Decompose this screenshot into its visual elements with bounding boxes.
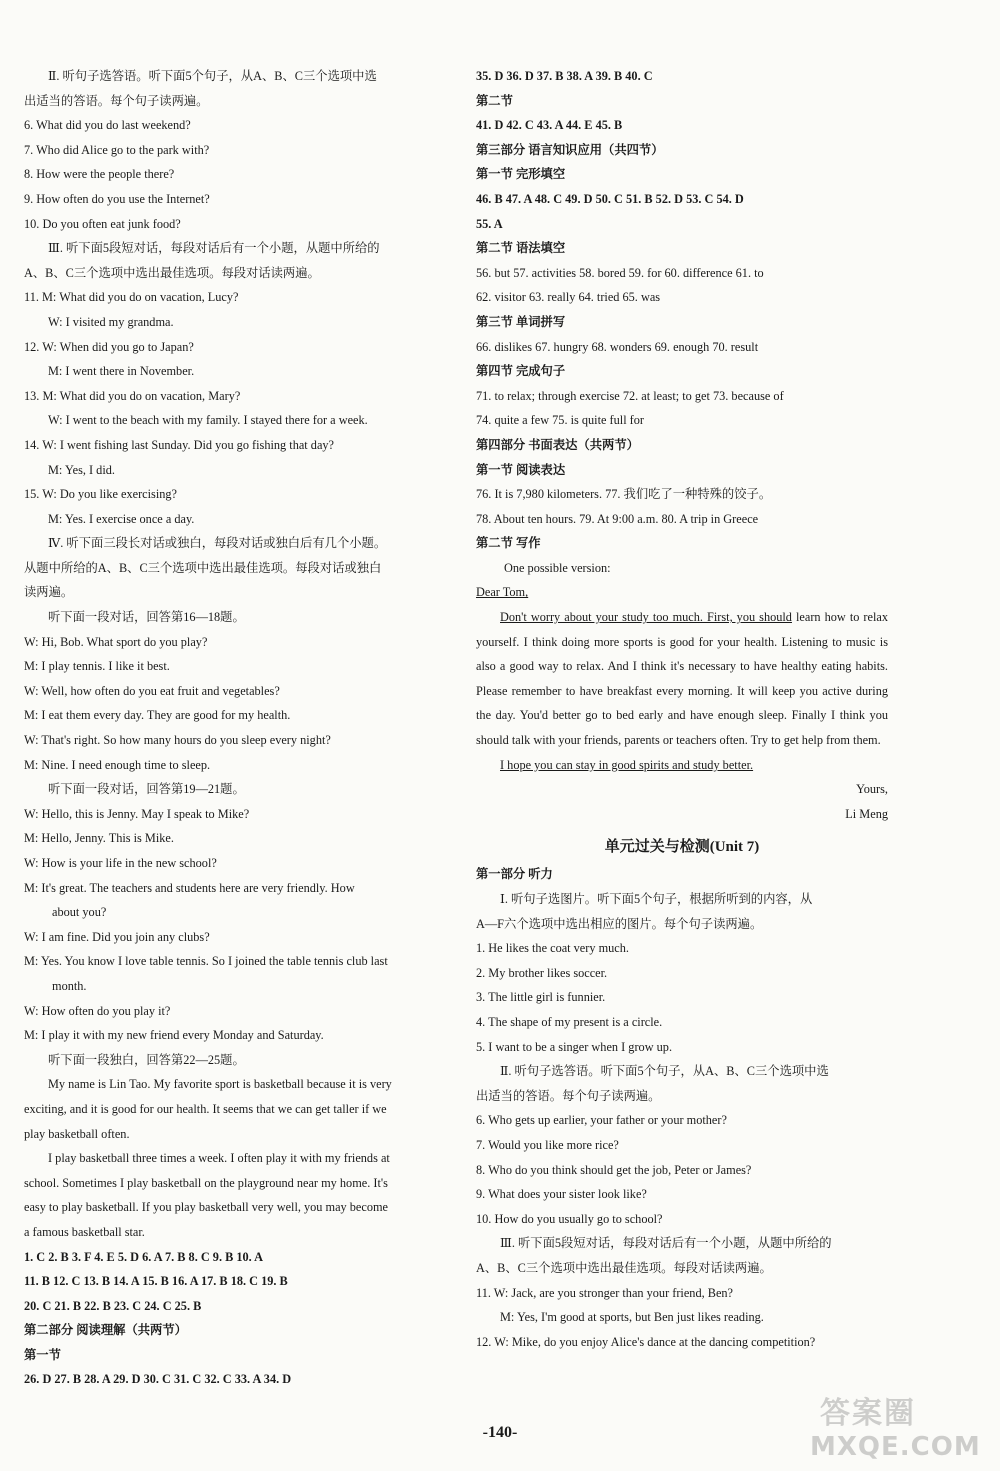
text-line: W: That's right. So how many hours do you sleep every night? xyxy=(24,733,331,748)
text-line: 71. to relax; through exercise 72. at least; to get 73. because of xyxy=(476,388,784,403)
text-line: W: Hi, Bob. What sport do you play? xyxy=(24,634,208,649)
text-line: M: Hello, Jenny. This is Mike. xyxy=(24,831,174,846)
text-line: 11. B 12. C 13. B 14. A 15. B 16. A 17. B 18. C 19. B xyxy=(24,1274,288,1289)
answer-key-section xyxy=(476,64,888,605)
text-line: Ⅱ. 听句子选答语。听下面5个句子，从A、B、C三个选项中选 xyxy=(500,1064,829,1079)
text-line: 第一节 阅读表达 xyxy=(476,462,566,477)
text-line: 46. B 47. A 48. C 49. D 50. C 51. B 52. D 53. C 54. D xyxy=(476,191,744,206)
text-line: 11. M: What did you do on vacation, Lucy? xyxy=(24,290,239,305)
text-line: school. Sometimes I play basketball on the playground near my home. It's xyxy=(24,1175,388,1190)
text-line: 听下面一段对话，回答第16—18题。 xyxy=(48,610,245,625)
text-line: 10. How do you usually go to school? xyxy=(476,1211,663,1226)
text-line: M: Yes. I exercise once a day. xyxy=(48,511,195,526)
letter-paragraph-2 xyxy=(476,753,888,778)
text-line: 读两遍。 xyxy=(24,585,74,600)
text-line: 出适当的答语。每个句子读两遍。 xyxy=(24,93,209,108)
text-line: 56. but 57. activities 58. bored 59. for 60. difference 61. to xyxy=(476,265,764,280)
text-line: 55. A xyxy=(476,216,503,231)
left-column xyxy=(24,64,444,1392)
text-line: 13. M: What did you do on vacation, Mary? xyxy=(24,388,241,403)
text-line: 7. Who did Alice go to the park with? xyxy=(24,142,210,157)
text-line: W: I visited my grandma. xyxy=(48,314,174,329)
text-line: a famous basketball star. xyxy=(24,1224,145,1239)
text-line: Dear Tom, xyxy=(476,585,529,600)
text-line: M: I eat them every day. They are good for my health. xyxy=(24,708,291,723)
text-line: 第三部分 语言知识应用（共四节） xyxy=(476,142,664,157)
text-line: A—F六个选项中选出相应的图片。每个句子读两遍。 xyxy=(476,916,763,931)
text-line: 12. W: When did you go to Japan? xyxy=(24,339,194,354)
text-line: M: It's great. The teachers and students here are very friendly. How xyxy=(24,880,355,895)
text-line: 12. W: Mike, do you enjoy Alice's dance at the dancing competition? xyxy=(476,1334,816,1349)
text-line: M: Yes, I did. xyxy=(48,462,115,477)
text-line: 第一节 完形填空 xyxy=(476,167,566,182)
text-line: 20. C 21. B 22. B 23. C 24. C 25. B xyxy=(24,1298,202,1313)
text-line: 14. W: I went fishing last Sunday. Did you go fishing that day? xyxy=(24,437,335,452)
text-line: I play basketball three times a week. I often play it with my friends at xyxy=(48,1151,390,1166)
text-line: 10. Do you often eat junk food? xyxy=(24,216,181,231)
unit-7-test-section xyxy=(476,862,888,1354)
text-line: exciting, and it is good for our health. It seems that we can get taller if we xyxy=(24,1101,387,1116)
text-line: W: Hello, this is Jenny. May I speak to Mike? xyxy=(24,806,250,821)
letter-underlined-opening: Don't worry about your study too much. First, you should xyxy=(500,610,792,625)
text-line: 9. What does your sister look like? xyxy=(476,1187,647,1202)
unit-title: 单元过关与检测(Unit 7) xyxy=(604,839,760,856)
text-line: 第一部分 听力 xyxy=(476,867,553,882)
watermark-logo xyxy=(802,1388,992,1468)
text-line: A、B、C三个选项中选出最佳选项。每段对话读两遍。 xyxy=(476,1260,772,1275)
text-line: Ⅱ. 听句子选答语。听下面5个句子，从A、B、C三个选项中选 xyxy=(48,69,377,83)
letter-signature: Li Meng xyxy=(845,806,888,821)
text-line: 听下面一段独白，回答第22—25题。 xyxy=(48,1052,245,1067)
text-line: 62. visitor 63. really 64. tried 65. was xyxy=(476,290,661,305)
text-line: 66. dislikes 67. hungry 68. wonders 69. enough 70. result xyxy=(476,339,759,354)
text-line: M: Yes. You know I love table tennis. So I joined the table tennis club last xyxy=(24,954,388,969)
text-line: 26. D 27. B 28. A 29. D 30. C 31. C 32. C 33. A 34. D xyxy=(24,1372,292,1387)
text-line: 出适当的答语。每个句子读两遍。 xyxy=(476,1088,661,1103)
text-line: W: Well, how often do you eat fruit and vegetables? xyxy=(24,683,280,698)
text-line: 76. It is 7,980 kilometers. 77. 我们吃了一种特殊的饺子。 xyxy=(476,487,772,502)
text-line: A、B、C三个选项中选出最佳选项。每段对话读两遍。 xyxy=(24,265,320,280)
right-column xyxy=(476,64,888,1354)
text-line: 78. About ten hours. 79. At 9:00 a.m. 80. A trip in Greece xyxy=(476,511,759,526)
text-line: 3. The little girl is funnier. xyxy=(476,990,606,1005)
text-line: W: I went to the beach with my family. I stayed there for a week. xyxy=(48,413,368,428)
page-number: -140- xyxy=(482,1424,518,1441)
text-line: easy to play basketball. If you play basketball very well, you may become xyxy=(24,1200,389,1215)
text-line: 第四节 完成句子 xyxy=(476,364,566,379)
text-line: 从题中所给的A、B、C三个选项中选出最佳选项。每段对话或独白 xyxy=(24,560,382,575)
text-line: M: I went there in November. xyxy=(48,364,195,379)
text-line: W: How is your life in the new school? xyxy=(24,856,217,870)
text-line: W: I am fine. Did you join any clubs? xyxy=(24,929,210,944)
text-line: 5. I want to be a singer when I grow up. xyxy=(476,1039,673,1054)
watermark-text-bottom: MXQE.COM xyxy=(810,1432,981,1462)
text-line: 8. How were the people there? xyxy=(24,167,175,182)
text-line: M: Nine. I need enough time to sleep. xyxy=(24,757,211,772)
text-line: 4. The shape of my present is a circle. xyxy=(476,1014,663,1029)
text-line: 1. He likes the coat very much. xyxy=(476,941,629,956)
text-line: M: Yes, I'm good at sports, but Ben just likes reading. xyxy=(500,1310,764,1325)
text-line: 第二部分 阅读理解（共两节） xyxy=(24,1323,187,1338)
text-line: 2. My brother likes soccer. xyxy=(476,965,608,980)
text-line: 7. Would you like more rice? xyxy=(476,1137,619,1152)
text-line: 听下面一段对话，回答第19—21题。 xyxy=(48,782,245,797)
text-line: 8. Who do you think should get the job, Peter or James? xyxy=(476,1162,752,1177)
text-line: Ⅲ. 听下面5段短对话，每段对话后有一个小题，从题中所给的 xyxy=(48,241,380,256)
letter-body: learn how to relax yourself. I think doing more sports is good for your health. Listening to music is also a good way to relax. And I think it's necessary to have healthy eating habits. Please remember to have breakfast every morning. It will keep you active during the day. You'd better go to bed early and have enough sleep. Finally I think you should talk with your friends, parents or teachers often. Try to get help from them. xyxy=(476,610,888,748)
letter-closing: Yours, xyxy=(856,782,888,797)
text-line: 6. Who gets up earlier, your father or your mother? xyxy=(476,1113,727,1128)
text-line: 41. D 42. C 43. A 44. E 45. B xyxy=(476,118,623,133)
text-line: One possible version: xyxy=(504,560,611,575)
letter-closing-sentence: I hope you can stay in good spirits and study better. xyxy=(500,757,754,772)
text-line: M: I play tennis. I like it best. xyxy=(24,659,170,674)
text-line: 第二节 xyxy=(476,93,513,108)
text-line: 6. What did you do last weekend? xyxy=(24,118,191,133)
letter-paragraph-1 xyxy=(476,605,888,753)
text-line: 11. W: Jack, are you stronger than your friend, Ben? xyxy=(476,1285,734,1300)
text-line: Ⅰ. 听句子选图片。听下面5个句子，根据所听到的内容，从 xyxy=(500,892,813,906)
text-line: 第三节 单词拼写 xyxy=(476,314,566,329)
text-line: 第四部分 书面表达（共两节） xyxy=(476,437,639,452)
text-line: month. xyxy=(52,978,87,993)
text-line: about you? xyxy=(52,905,107,920)
text-line: 74. quite a few 75. is quite full for xyxy=(476,413,645,428)
text-line: 9. How often do you use the Internet? xyxy=(24,191,210,206)
text-line: 35. D 36. D 37. B 38. A 39. B 40. C xyxy=(476,69,653,83)
text-line: 第二节 写作 xyxy=(476,536,541,551)
text-line: 1. C 2. B 3. F 4. E 5. D 6. A 7. B 8. C 9. B 10. A xyxy=(24,1249,264,1264)
text-line: W: How often do you play it? xyxy=(24,1003,171,1018)
text-line: Ⅳ. 听下面三段长对话或独白，每段对话或独白后有几个小题。 xyxy=(48,536,387,551)
text-line: 第二节 语法填空 xyxy=(476,241,566,256)
text-line: Ⅲ. 听下面5段短对话，每段对话后有一个小题，从题中所给的 xyxy=(500,1236,832,1251)
text-line: play basketball often. xyxy=(24,1126,130,1141)
text-line: M: I play it with my new friend every Monday and Saturday. xyxy=(24,1028,324,1043)
watermark-text-top: 答案圈 xyxy=(820,1396,916,1431)
text-line: 第一节 xyxy=(24,1347,61,1362)
text-line: 15. W: Do you like exercising? xyxy=(24,487,177,502)
text-line: My name is Lin Tao. My favorite sport is basketball because it is very xyxy=(48,1077,392,1092)
